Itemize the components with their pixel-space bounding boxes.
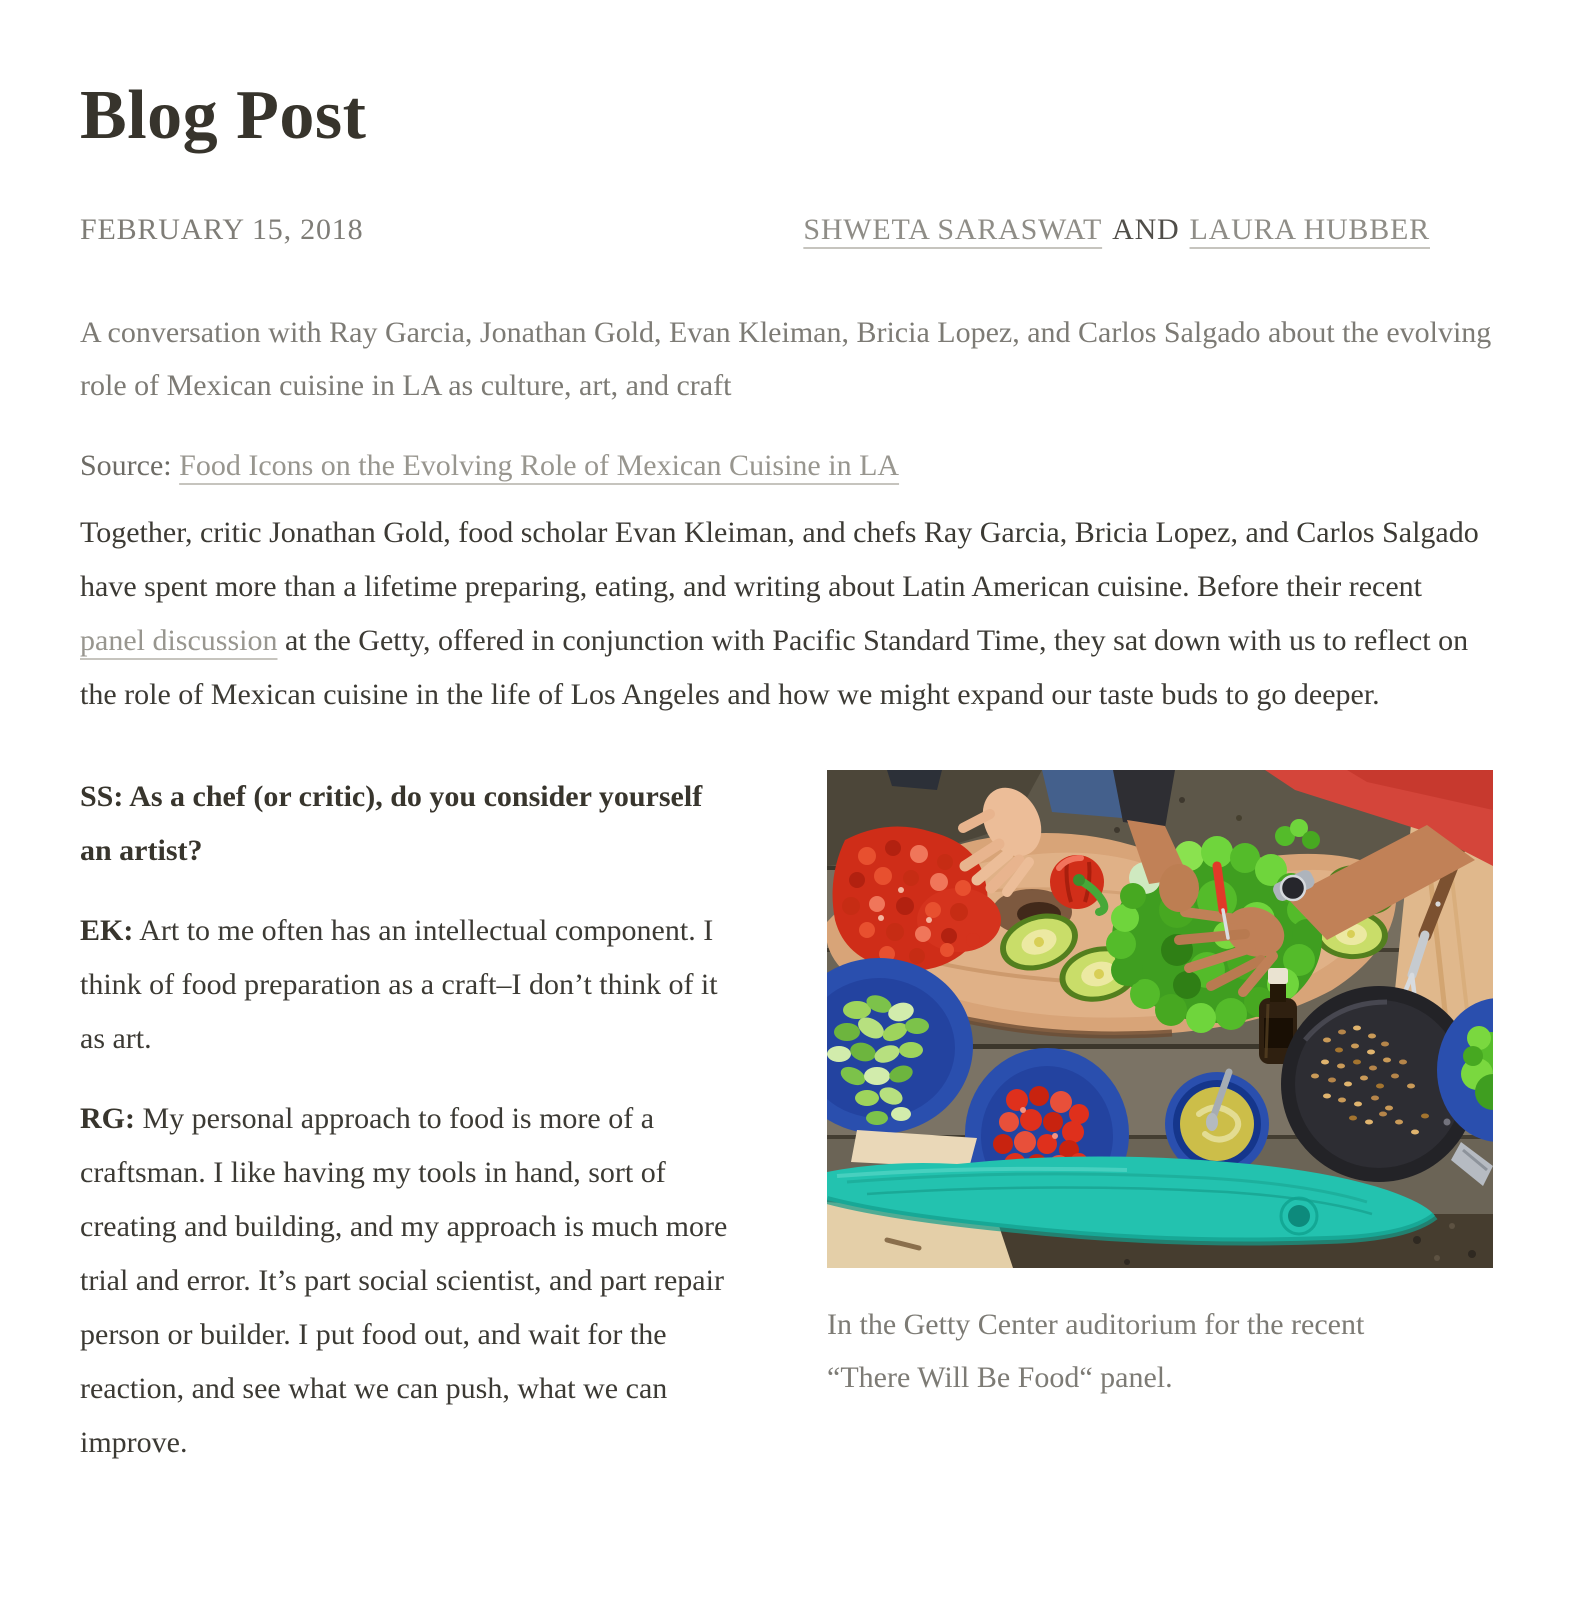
- page-title: Blog Post: [80, 77, 367, 154]
- answer-paragraph-rg: [80, 1092, 738, 1470]
- authors-separator: AND: [1112, 213, 1180, 246]
- speaker-ss: SS:: [80, 780, 124, 813]
- lead-text-before: Together, critic Jonathan Gold, food scholar Evan Kleiman, and chefs Ray Garcia, Bricia Lopez, and Carlos Salgado have spent more than a lifetime preparing, eating, and writing about Latin American cuisine. Before their recent: [80, 516, 1479, 603]
- author-link-shweta-saraswat[interactable]: SHWETA SARASWAT: [803, 213, 1103, 246]
- source-line: [80, 439, 1492, 492]
- panel-discussion-link[interactable]: panel discussion: [80, 624, 278, 657]
- author-link-laura-hubber[interactable]: LAURA HUBBER: [1189, 213, 1430, 246]
- food-prep-photo: [827, 770, 1493, 1268]
- question-text: As a chef (or critic), do you consider yourself an artist?: [80, 780, 703, 867]
- figure-caption: In the Getty Center auditorium for the recent “There Will Be Food“ panel.: [827, 1308, 1365, 1394]
- post-meta: [80, 212, 1492, 248]
- lead-text-after: at the Getty, offered in conjunction with Pacific Standard Time, they sat down with us to reflect on the role of Mexican cuisine in the life of Los Angeles and how we might expand our taste buds to go deeper.: [80, 624, 1469, 711]
- answer-text-ek: Art to me often has an intellectual component. I think of food preparation as a craft–I don’t think of it as art.: [80, 914, 718, 1055]
- source-label: Source:: [80, 449, 180, 482]
- source-link[interactable]: Food Icons on the Evolving Role of Mexican Cuisine in LA: [179, 449, 900, 482]
- speaker-ek: EK:: [80, 914, 134, 947]
- qa-column: [80, 770, 738, 1496]
- two-column-section: [80, 770, 1492, 1496]
- answer-paragraph-ek: [80, 904, 738, 1066]
- lead-paragraph: [80, 506, 1492, 722]
- speaker-rg: RG:: [80, 1102, 135, 1135]
- question-paragraph: [80, 770, 738, 878]
- answer-text-rg: My personal approach to food is more of a craftsman. I like having my tools in hand, sort of creating and building, and my approach is much more trial and error. It’s part social scientist, and part repair person or builder. I put food out, and wait for the reaction, and see what we can push, what we can improve.: [80, 1102, 728, 1459]
- post-figure: [827, 770, 1493, 1404]
- post-authors: [803, 212, 1430, 248]
- post-summary: A conversation with Ray Garcia, Jonathan Gold, Evan Kleiman, Bricia Lopez, and Carlos Salgado about the evolving role of Mexican cuisine in LA as culture, art, and craft: [80, 316, 1492, 402]
- post-date: FEBRUARY 15, 2018: [80, 213, 364, 246]
